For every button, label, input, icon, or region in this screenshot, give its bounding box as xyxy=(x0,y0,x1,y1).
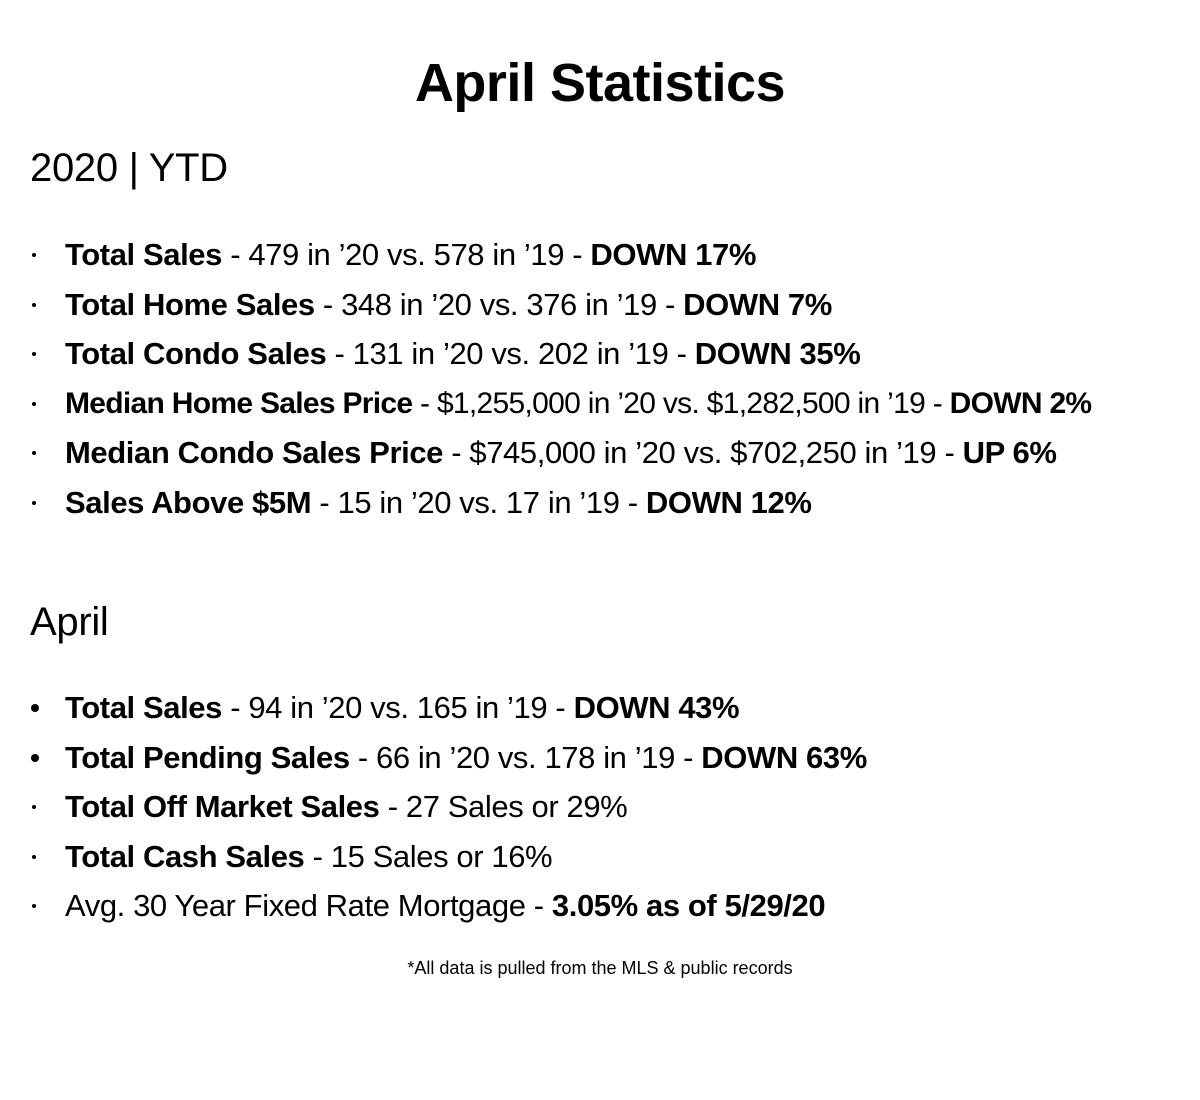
april-stat-item xyxy=(0,787,1200,837)
stat-result: 3.05% as of 5/29/20 xyxy=(551,888,826,923)
stat-label: Total Cash Sales xyxy=(65,838,305,874)
stat-detail: - 27 Sales or 29% xyxy=(379,789,628,824)
stat-label: Sales Above $5M xyxy=(65,484,312,520)
bullet-icon xyxy=(29,688,43,728)
stat-detail: - $1,255,000 in ’20 vs. $1,282,500 in ’19 - xyxy=(412,386,950,420)
stat-detail: - 66 in ’20 vs. 178 in ’19 - xyxy=(349,739,702,775)
stat-result: DOWN 35% xyxy=(694,336,861,371)
stat-text xyxy=(65,433,1057,473)
stat-label: Median Home Sales Price xyxy=(65,386,413,420)
stat-result: DOWN 2% xyxy=(949,386,1092,420)
stat-label: Total Condo Sales xyxy=(65,336,327,371)
bullet-icon xyxy=(29,433,43,473)
stat-label: Median Condo Sales Price xyxy=(65,435,444,470)
stat-result: DOWN 7% xyxy=(683,286,832,322)
bullet-icon xyxy=(29,483,43,523)
stat-label: Total Pending Sales xyxy=(65,739,350,775)
bullet-icon xyxy=(29,334,43,374)
stat-text xyxy=(65,285,832,325)
stat-detail: - 15 Sales or 16% xyxy=(304,838,553,874)
bullet-icon xyxy=(29,787,43,827)
stat-label: Total Home Sales xyxy=(65,286,315,322)
stat-text xyxy=(65,384,1091,424)
ytd-stat-item xyxy=(0,384,1200,434)
stat-detail: - 15 in ’20 vs. 17 in ’19 - xyxy=(311,484,646,520)
april-stat-item xyxy=(0,738,1200,788)
stat-result: DOWN 63% xyxy=(701,739,867,775)
ytd-stat-list xyxy=(0,235,1200,532)
april-stat-item xyxy=(0,837,1200,887)
bullet-icon xyxy=(29,738,43,778)
stat-detail: - $745,000 in ’20 vs. $702,250 in ’19 - xyxy=(443,435,963,470)
footnote: *All data is pulled from the MLS & public records xyxy=(407,958,793,978)
april-stat-item xyxy=(0,886,1200,936)
stat-result: DOWN 12% xyxy=(645,484,812,520)
ytd-section-heading: 2020 | YTD xyxy=(30,146,228,190)
stat-detail: - 94 in ’20 vs. 165 in ’19 - xyxy=(221,690,574,725)
stat-text xyxy=(65,235,756,275)
stat-detail: Avg. 30 Year Fixed Rate Mortgage - xyxy=(65,888,552,923)
bullet-icon xyxy=(29,285,43,325)
bullet-icon xyxy=(29,384,43,424)
bullet-icon xyxy=(29,235,43,275)
stat-detail: - 479 in ’20 vs. 578 in ’19 - xyxy=(221,237,591,272)
stat-text xyxy=(65,886,825,926)
stat-text xyxy=(65,787,627,827)
stat-text xyxy=(65,738,867,778)
ytd-stat-item xyxy=(0,235,1200,285)
bullet-icon xyxy=(29,837,43,877)
ytd-stat-item xyxy=(0,483,1200,533)
stat-label: Total Sales xyxy=(65,690,222,725)
stat-text xyxy=(65,483,812,523)
stat-result: DOWN 17% xyxy=(590,237,757,272)
bullet-icon xyxy=(29,886,43,926)
ytd-stat-item xyxy=(0,334,1200,384)
stat-label: Total Sales xyxy=(65,237,222,272)
stat-result: UP 6% xyxy=(962,435,1057,470)
stat-detail: - 131 in ’20 vs. 202 in ’19 - xyxy=(326,336,695,371)
april-section-heading: April xyxy=(30,600,109,644)
april-stat-item xyxy=(0,688,1200,738)
stat-result: DOWN 43% xyxy=(573,690,740,725)
stat-text xyxy=(65,334,860,374)
ytd-stat-item xyxy=(0,433,1200,483)
stat-detail: - 348 in ’20 vs. 376 in ’19 - xyxy=(314,286,684,322)
stat-label: Total Off Market Sales xyxy=(65,789,380,824)
stat-text xyxy=(65,837,552,877)
stat-text xyxy=(65,688,739,728)
ytd-stat-item xyxy=(0,285,1200,335)
page-title: April Statistics xyxy=(414,53,786,113)
april-stat-list xyxy=(0,688,1200,936)
